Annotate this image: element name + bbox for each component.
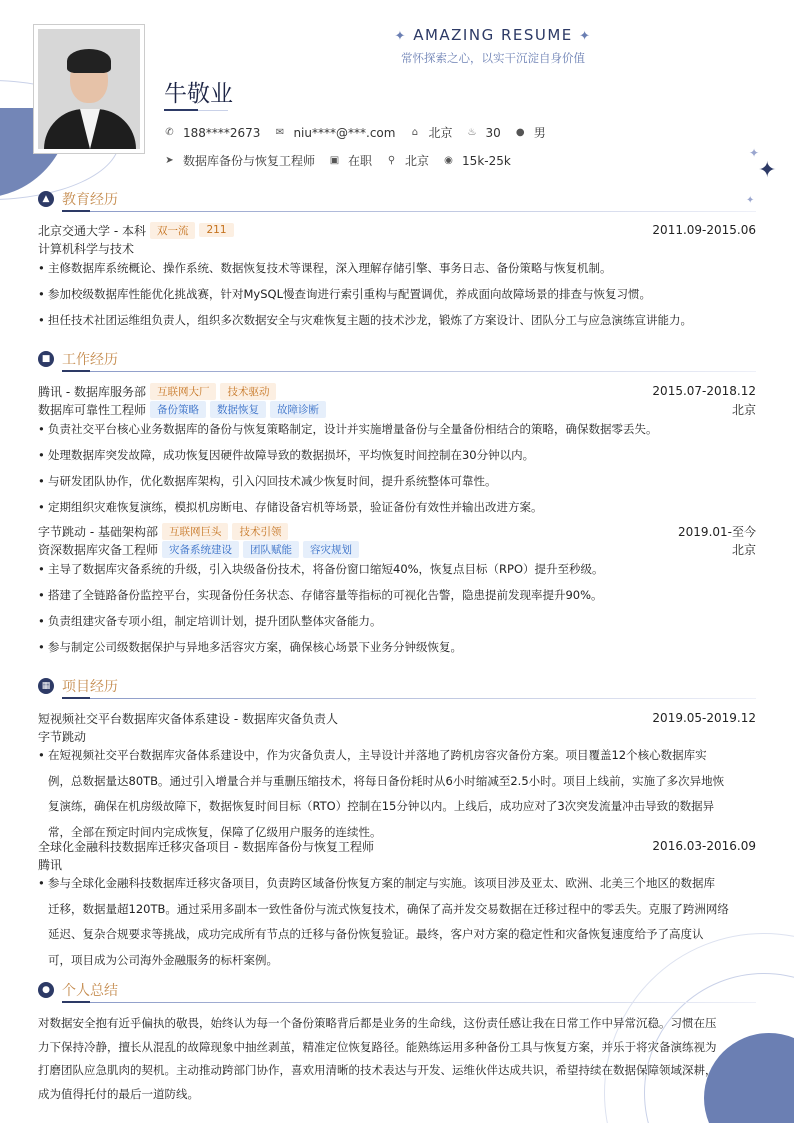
date-range: 2019.01-至今 (678, 524, 756, 539)
sparkle-icon: ✦ (749, 146, 760, 160)
project-name: 全球化金融科技数据库迁移灾备项目 - 数据库备份与恢复工程师 (38, 839, 374, 854)
summary-text (38, 1012, 756, 1106)
education-header (38, 221, 756, 239)
sparkle-icon: ✦ (758, 158, 777, 183)
star-icon: ✦ (579, 29, 592, 44)
skill-tag: 故障诊断 (270, 401, 326, 418)
skill-tag: 容灾规划 (303, 541, 359, 558)
project-org: 腾讯 (38, 857, 63, 872)
target-city-text: 北京 (405, 154, 430, 168)
text-line: 成为值得托付的最后一道防线。 (38, 1086, 199, 1101)
section-title: 教育经历 (62, 192, 118, 208)
person-icon: ● (38, 982, 54, 998)
list-item: • 负责社交平台核心业务数据库的备份与恢复策略制定，设计并实施增量备份与全量备份相结合的策略，确保数据零丢失。 (38, 416, 756, 442)
project-header (38, 837, 756, 855)
text-line: 复演练，确保在机房级故障下，数据恢复时间目标（RTO）控制在15分钟以内。上线后，成功应对了3次突发流量冲击导致的数据异 (48, 799, 715, 813)
section-title: 个人总结 (62, 983, 118, 999)
text-line: 常，全部在预定时间内完成恢复，保障了亿级用户服务的连续性。 (48, 824, 382, 839)
section-title: 项目经历 (62, 679, 118, 695)
phone-text: 188****2673 (183, 125, 261, 140)
text-line: 对数据安全抱有近乎偏执的敬畏，始终认为每一个备份策略背后都是业务的生命线，这份责任感让我在日常工作中异常沉稳。习惯在压 (38, 1016, 717, 1030)
text-line: 延迟、复杂合规要求等挑战，成功完成所有节点的迁移与备份恢复验证。最终，客户对方案的稳定性和灾备恢复速度给予了高度认 (48, 927, 704, 941)
list-item (38, 743, 756, 845)
job-text: 数据库备份与恢复工程师 (183, 154, 316, 168)
job-city: 北京 (731, 542, 756, 557)
school-tag: 双一流 (150, 222, 196, 239)
date-range: 2019.05-2019.12 (652, 711, 756, 725)
company-tag: 技术驱动 (220, 383, 276, 400)
text-line: • 在短视频社交平台数据库灾备体系建设中，作为灾备负责人，主导设计并落地了跨机房容灾备份方案。项目覆盖12个核心数据库实 (48, 748, 707, 762)
text-line: 力下保持冷静，擅长从混乱的故障现象中抽丝剥茧，精准定位恢复路径。能熟练运用多种备份工具与恢复方案，并乐于将灾备演练视为 (38, 1039, 717, 1054)
briefcase-icon: ▣ (329, 155, 340, 166)
salary-text: 15k-25k (462, 153, 511, 168)
date-range: 2015.07-2018.12 (652, 384, 756, 398)
sparkle-icon: ✦ (746, 195, 755, 206)
graduation-cap-icon: ▲ (38, 191, 54, 207)
text-line: • 参与全球化金融科技数据库迁移灾备项目，负责跨区域备份恢复方案的制定与实施。该项目涉及亚太、欧洲、北美三个地区的数据库 (48, 876, 715, 890)
role-title: 资深数据库灾备工程师 (38, 542, 159, 557)
school-tag: 211 (199, 223, 233, 237)
company-tag: 技术引领 (232, 523, 288, 540)
company-tag: 互联网巨头 (162, 523, 229, 540)
list-item: • 参加校级数据库性能优化挑战赛，针对MySQL慢查询进行索引重构与配置调优，养成面向故障场景的排查与恢复习惯。 (38, 281, 756, 307)
section-work (38, 349, 756, 371)
skill-tag: 数据恢复 (210, 401, 266, 418)
list-item: • 参与制定公司级数据保护与异地多活容灾方案，确保核心场景下业务分钟级恢复。 (38, 634, 756, 660)
cake-icon: ♨ (467, 127, 477, 138)
list-item: • 担任技术社团运维组负责人，组织多次数据安全与灾难恢复主题的技术沙龙，锻炼了方案设计、团队分工与应急演练宣讲能力。 (38, 307, 756, 333)
major-text: 计算机科学与技术 (38, 241, 135, 256)
briefcase-icon: ■ (38, 351, 54, 367)
coin-icon: ◉ (444, 155, 453, 166)
resume-subtitle: 常怀探索之心，以实干沉淀自身价值 (401, 51, 585, 65)
text-line: 例，总数据量达80TB。通过引入增量合并与重删压缩技术，将每日备份耗时从6小时缩减至2.5小时。项目上线前，实施了多次异地恢 (48, 773, 725, 788)
role-title: 数据库可靠性工程师 (38, 402, 147, 417)
date-range: 2016.03-2016.09 (652, 839, 756, 853)
text-line: 可，项目成为公司海外金融服务的标杆案例。 (48, 952, 278, 967)
list-item (38, 871, 756, 973)
contact-row (164, 124, 560, 141)
grid-icon: ▦ (38, 678, 54, 694)
list-item: • 主导了数据库灾备系统的升级，引入块级备份技术，将备份窗口缩短40%，恢复点目标（RPO）提升至秒级。 (38, 556, 756, 582)
phone-icon: ✆ (165, 127, 174, 138)
project-org: 字节跳动 (38, 729, 87, 744)
text-line: 打磨团队应急肌肉的契机。主动推动跨部门协作，喜欢用清晰的技术表达与开发、运维伙伴达成共识，希望持续在数据保障领域深耕， (38, 1063, 717, 1077)
mail-icon: ✉ (275, 127, 285, 138)
list-item: • 与研发团队协作，优化数据库架构，引入闪回技术减少恢复时间，提升系统整体可靠性。 (38, 468, 756, 494)
company-name: 腾讯 - 数据库服务部 (38, 384, 146, 399)
divider (164, 109, 198, 111)
city-text: 北京 (428, 126, 453, 140)
list-item: • 处理数据库突发故障，成功恢复因硬件故障导致的数据损坏，平均恢复时间控制在30分钟以内。 (38, 442, 756, 468)
company-name: 字节跳动 - 基础架构部 (38, 524, 158, 539)
divider (198, 110, 228, 111)
send-icon: ➤ (165, 155, 174, 166)
job-city: 北京 (731, 402, 756, 417)
section-summary (38, 980, 756, 1002)
job-header (38, 382, 756, 400)
school-name: 北京交通大学 - 本科 (38, 223, 146, 238)
section-projects (38, 676, 756, 698)
list-item: • 主修数据库系统概论、操作系统、数据恢复技术等课程，深入理解存储引擎、事务日志、备份策略与恢复机制。 (38, 255, 756, 281)
email-text: niu****@***.com (293, 125, 396, 140)
company-tag: 互联网大厂 (150, 383, 217, 400)
avatar (33, 24, 145, 154)
candidate-name: 牛敬业 (164, 81, 233, 107)
date-range: 2011.09-2015.06 (652, 223, 756, 237)
resume-title: AMAZING RESUME (413, 26, 573, 44)
project-header (38, 709, 756, 727)
skill-tag: 备份策略 (150, 401, 206, 418)
text-line: 迁移，数据量超120TB。通过采用多副本一致性备份与流式恢复技术，确保了高并发交易数据在迁移过程中的零丢失。克服了跨洲网络 (48, 901, 729, 916)
list-item: • 负责组建灾备专项小组，制定培训计划，提升团队整体灾备能力。 (38, 608, 756, 634)
resume-header (388, 26, 598, 66)
status-text: 在职 (348, 154, 373, 168)
section-education (38, 189, 756, 211)
skill-tag: 团队赋能 (243, 541, 299, 558)
list-item: • 定期组织灾难恢复演练，模拟机房断电、存储设备宕机等场景，验证备份有效性并输出改进方案。 (38, 494, 756, 520)
job-header (38, 522, 756, 540)
list-item: • 搭建了全链路备份监控平台，实现备份任务状态、存储容量等指标的可视化告警，隐患提前发现率提升90%。 (38, 582, 756, 608)
age-text: 30 (485, 125, 501, 140)
project-name: 短视频社交平台数据库灾备体系建设 - 数据库灾备负责人 (38, 711, 338, 726)
pin-icon: ⚲ (387, 155, 396, 166)
home-icon: ⌂ (411, 127, 419, 138)
intention-row (164, 152, 525, 169)
person-icon: ● (515, 127, 525, 138)
section-title: 工作经历 (62, 352, 118, 368)
star-icon: ✦ (394, 29, 407, 44)
skill-tag: 灾备系统建设 (162, 541, 239, 558)
gender-text: 男 (533, 126, 546, 140)
